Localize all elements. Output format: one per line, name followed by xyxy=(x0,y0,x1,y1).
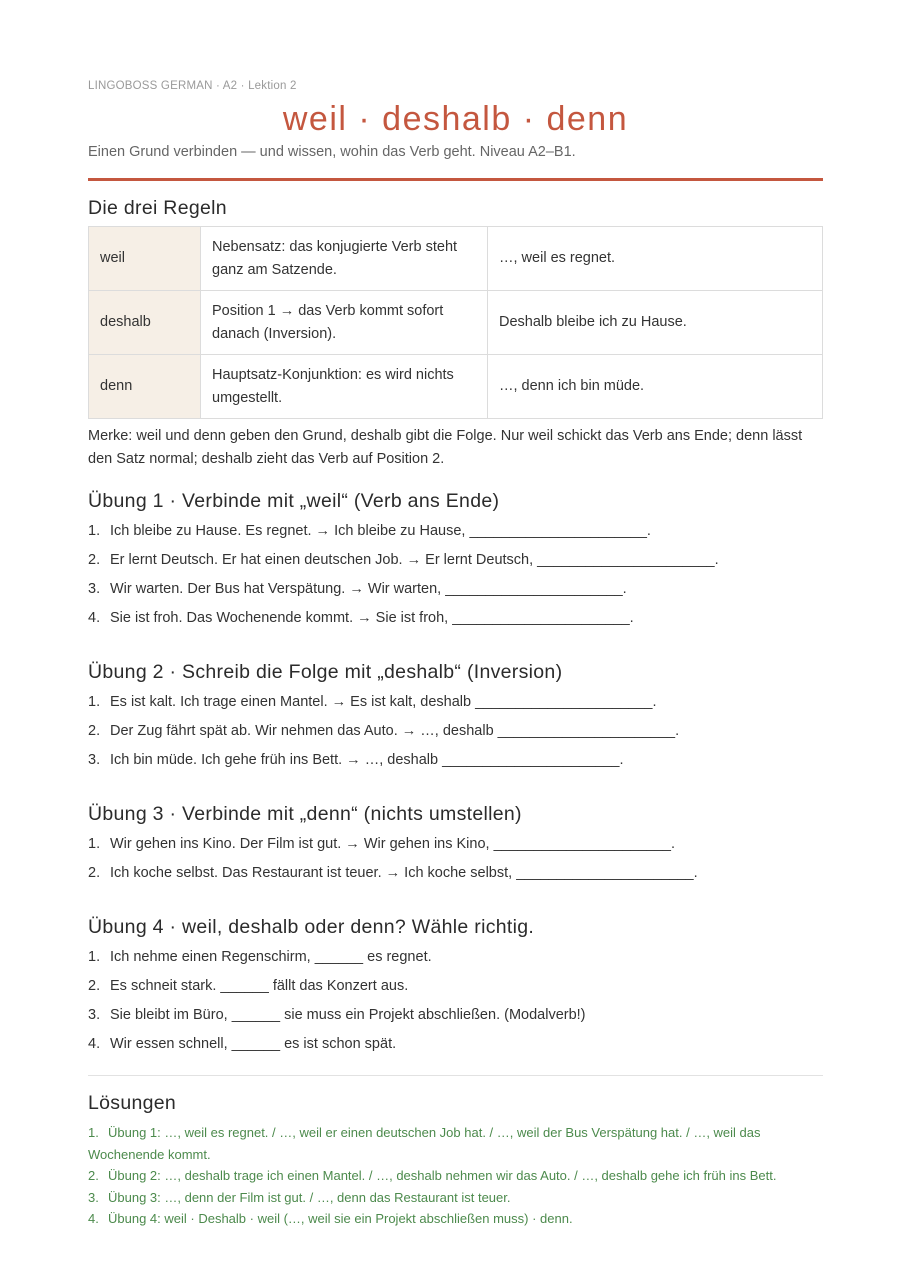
solution-text: Übung 2: …, deshalb trage ich einen Mantel. / …, deshalb nehmen wir das Auto. / …, deshalb gehe ich früh ins Bett. xyxy=(108,1168,777,1183)
solution-text: Übung 4: weil · Deshalb · weil (…, weil sie ein Projekt abschließen muss) · denn. xyxy=(108,1211,573,1226)
item-text: Wir warten. Der Bus hat Verspätung. → Wir warten, ______________________. xyxy=(110,581,627,597)
section-divider xyxy=(88,1075,823,1076)
item-text: Wir essen schnell, ______ es ist schon spät. xyxy=(110,1036,397,1052)
item-number: 3. xyxy=(88,581,101,597)
solution-item xyxy=(88,1208,823,1230)
exercise-item xyxy=(88,830,823,859)
rules-table xyxy=(88,226,823,419)
rule-row-denn xyxy=(89,355,823,419)
exercise-item xyxy=(88,972,823,1001)
exercise-4-list xyxy=(88,943,823,1059)
item-number: 1. xyxy=(88,836,101,852)
item-number: 2. xyxy=(88,552,101,568)
exercise-item xyxy=(88,746,823,775)
item-text: Wir gehen ins Kino. Der Film ist gut. → Wir gehen ins Kino, ______________________. xyxy=(110,836,676,852)
item-number: 1. xyxy=(88,949,101,965)
solution-item xyxy=(88,1122,823,1165)
item-text: Ich nehme einen Regenschirm, ______ es regnet. xyxy=(110,949,432,965)
rule-example: …, weil es regnet. xyxy=(488,227,823,291)
item-text: Ich bleibe zu Hause. Es regnet. → Ich bleibe zu Hause, ______________________. xyxy=(110,523,651,539)
rule-row-weil xyxy=(89,227,823,291)
page-title: weil · deshalb · denn xyxy=(282,100,629,138)
exercise-2-list xyxy=(88,688,823,775)
exercise-3-heading: Übung 3 · Verbinde mit „denn“ (nichts umstellen) xyxy=(88,803,522,825)
exercise-item xyxy=(88,1001,823,1030)
rule-description: Position 1 → das Verb kommt sofort danach (Inversion). xyxy=(201,291,488,355)
solution-item xyxy=(88,1165,823,1187)
item-text: Er lernt Deutsch. Er hat einen deutschen Job. → Er lernt Deutsch, ______________________. xyxy=(110,552,719,568)
item-text: Ich bin müde. Ich gehe früh ins Bett. → …, deshalb ______________________. xyxy=(110,752,624,768)
course-eyebrow: LINGOBOSS GERMAN · A2 · Lektion 2 xyxy=(88,80,297,92)
item-text: Sie ist froh. Das Wochenende kommt. → Sie ist froh, ______________________. xyxy=(110,610,634,626)
solution-text: Übung 1: …, weil es regnet. / …, weil er einen deutschen Job hat. / …, weil der Bus Verspätung hat. / …, weil das Wochenende kommt. xyxy=(88,1125,761,1162)
exercise-item xyxy=(88,575,823,604)
exercise-item xyxy=(88,943,823,972)
item-number: 2. xyxy=(88,1168,99,1183)
rule-row-deshalb xyxy=(89,291,823,355)
solution-text: Übung 3: …, denn der Film ist gut. / …, denn das Restaurant ist teuer. xyxy=(108,1189,511,1205)
solution-item xyxy=(88,1187,823,1209)
exercise-item xyxy=(88,717,823,746)
item-text: Ich koche selbst. Das Restaurant ist teuer. → Ich koche selbst, ______________________. xyxy=(110,865,698,881)
rules-note: Merke: weil und denn geben den Grund, deshalb gibt die Folge. Nur weil schickt das Verb ans Ende; denn lässt den Satz normal; deshalb zieht das Verb auf Position 2. xyxy=(88,428,803,467)
worksheet xyxy=(88,78,823,1230)
item-number: 4. xyxy=(88,610,101,626)
item-number: 1. xyxy=(88,1125,99,1140)
exercise-item xyxy=(88,859,823,888)
exercise-2-heading: Übung 2 · Schreib die Folge mit „deshalb“ (Inversion) xyxy=(88,661,563,683)
solutions-list xyxy=(88,1122,823,1230)
exercise-4-heading: Übung 4 · weil, deshalb oder denn? Wähle richtig. xyxy=(88,916,535,938)
item-number: 1. xyxy=(88,694,101,710)
item-number: 3. xyxy=(88,752,101,768)
item-number: 2. xyxy=(88,978,101,994)
item-number: 4. xyxy=(88,1036,101,1052)
rule-example: Deshalb bleibe ich zu Hause. xyxy=(488,291,823,355)
page-subtitle: Einen Grund verbinden — und wissen, wohin das Verb geht. Niveau A2–B1. xyxy=(88,144,576,160)
item-number: 3. xyxy=(88,1007,101,1023)
item-number: 3. xyxy=(88,1189,99,1205)
item-number: 1. xyxy=(88,523,101,539)
rule-word: denn xyxy=(89,355,201,419)
item-number: 2. xyxy=(88,865,101,881)
rule-example: …, denn ich bin müde. xyxy=(488,355,823,419)
solutions-heading: Lösungen xyxy=(88,1092,177,1114)
exercise-item xyxy=(88,1030,823,1059)
rule-description: Hauptsatz-Konjunktion: es wird nichts umgestellt. xyxy=(201,355,488,419)
exercise-item xyxy=(88,604,823,633)
item-text: Sie bleibt im Büro, ______ sie muss ein Projekt abschließen. (Modalverb!) xyxy=(110,1007,586,1023)
rule-word: deshalb xyxy=(89,291,201,355)
exercise-3-list xyxy=(88,830,823,888)
item-number: 2. xyxy=(88,723,101,739)
exercise-1-heading: Übung 1 · Verbinde mit „weil“ (Verb ans Ende) xyxy=(88,490,500,512)
accent-divider xyxy=(88,178,823,181)
item-number: 4. xyxy=(88,1211,99,1226)
rules-heading: Die drei Regeln xyxy=(88,197,227,219)
item-text: Es ist kalt. Ich trage einen Mantel. → Es ist kalt, deshalb ______________________. xyxy=(110,694,657,710)
exercise-item xyxy=(88,546,823,575)
rule-word: weil xyxy=(89,227,201,291)
exercise-item xyxy=(88,688,823,717)
item-text: Es schneit stark. ______ fällt das Konzert aus. xyxy=(110,978,409,994)
exercise-1-list xyxy=(88,517,823,633)
exercise-item xyxy=(88,517,823,546)
item-text: Der Zug fährt spät ab. Wir nehmen das Auto. → …, deshalb ______________________. xyxy=(110,723,680,739)
rule-description: Nebensatz: das konjugierte Verb steht ganz am Satzende. xyxy=(201,227,488,291)
